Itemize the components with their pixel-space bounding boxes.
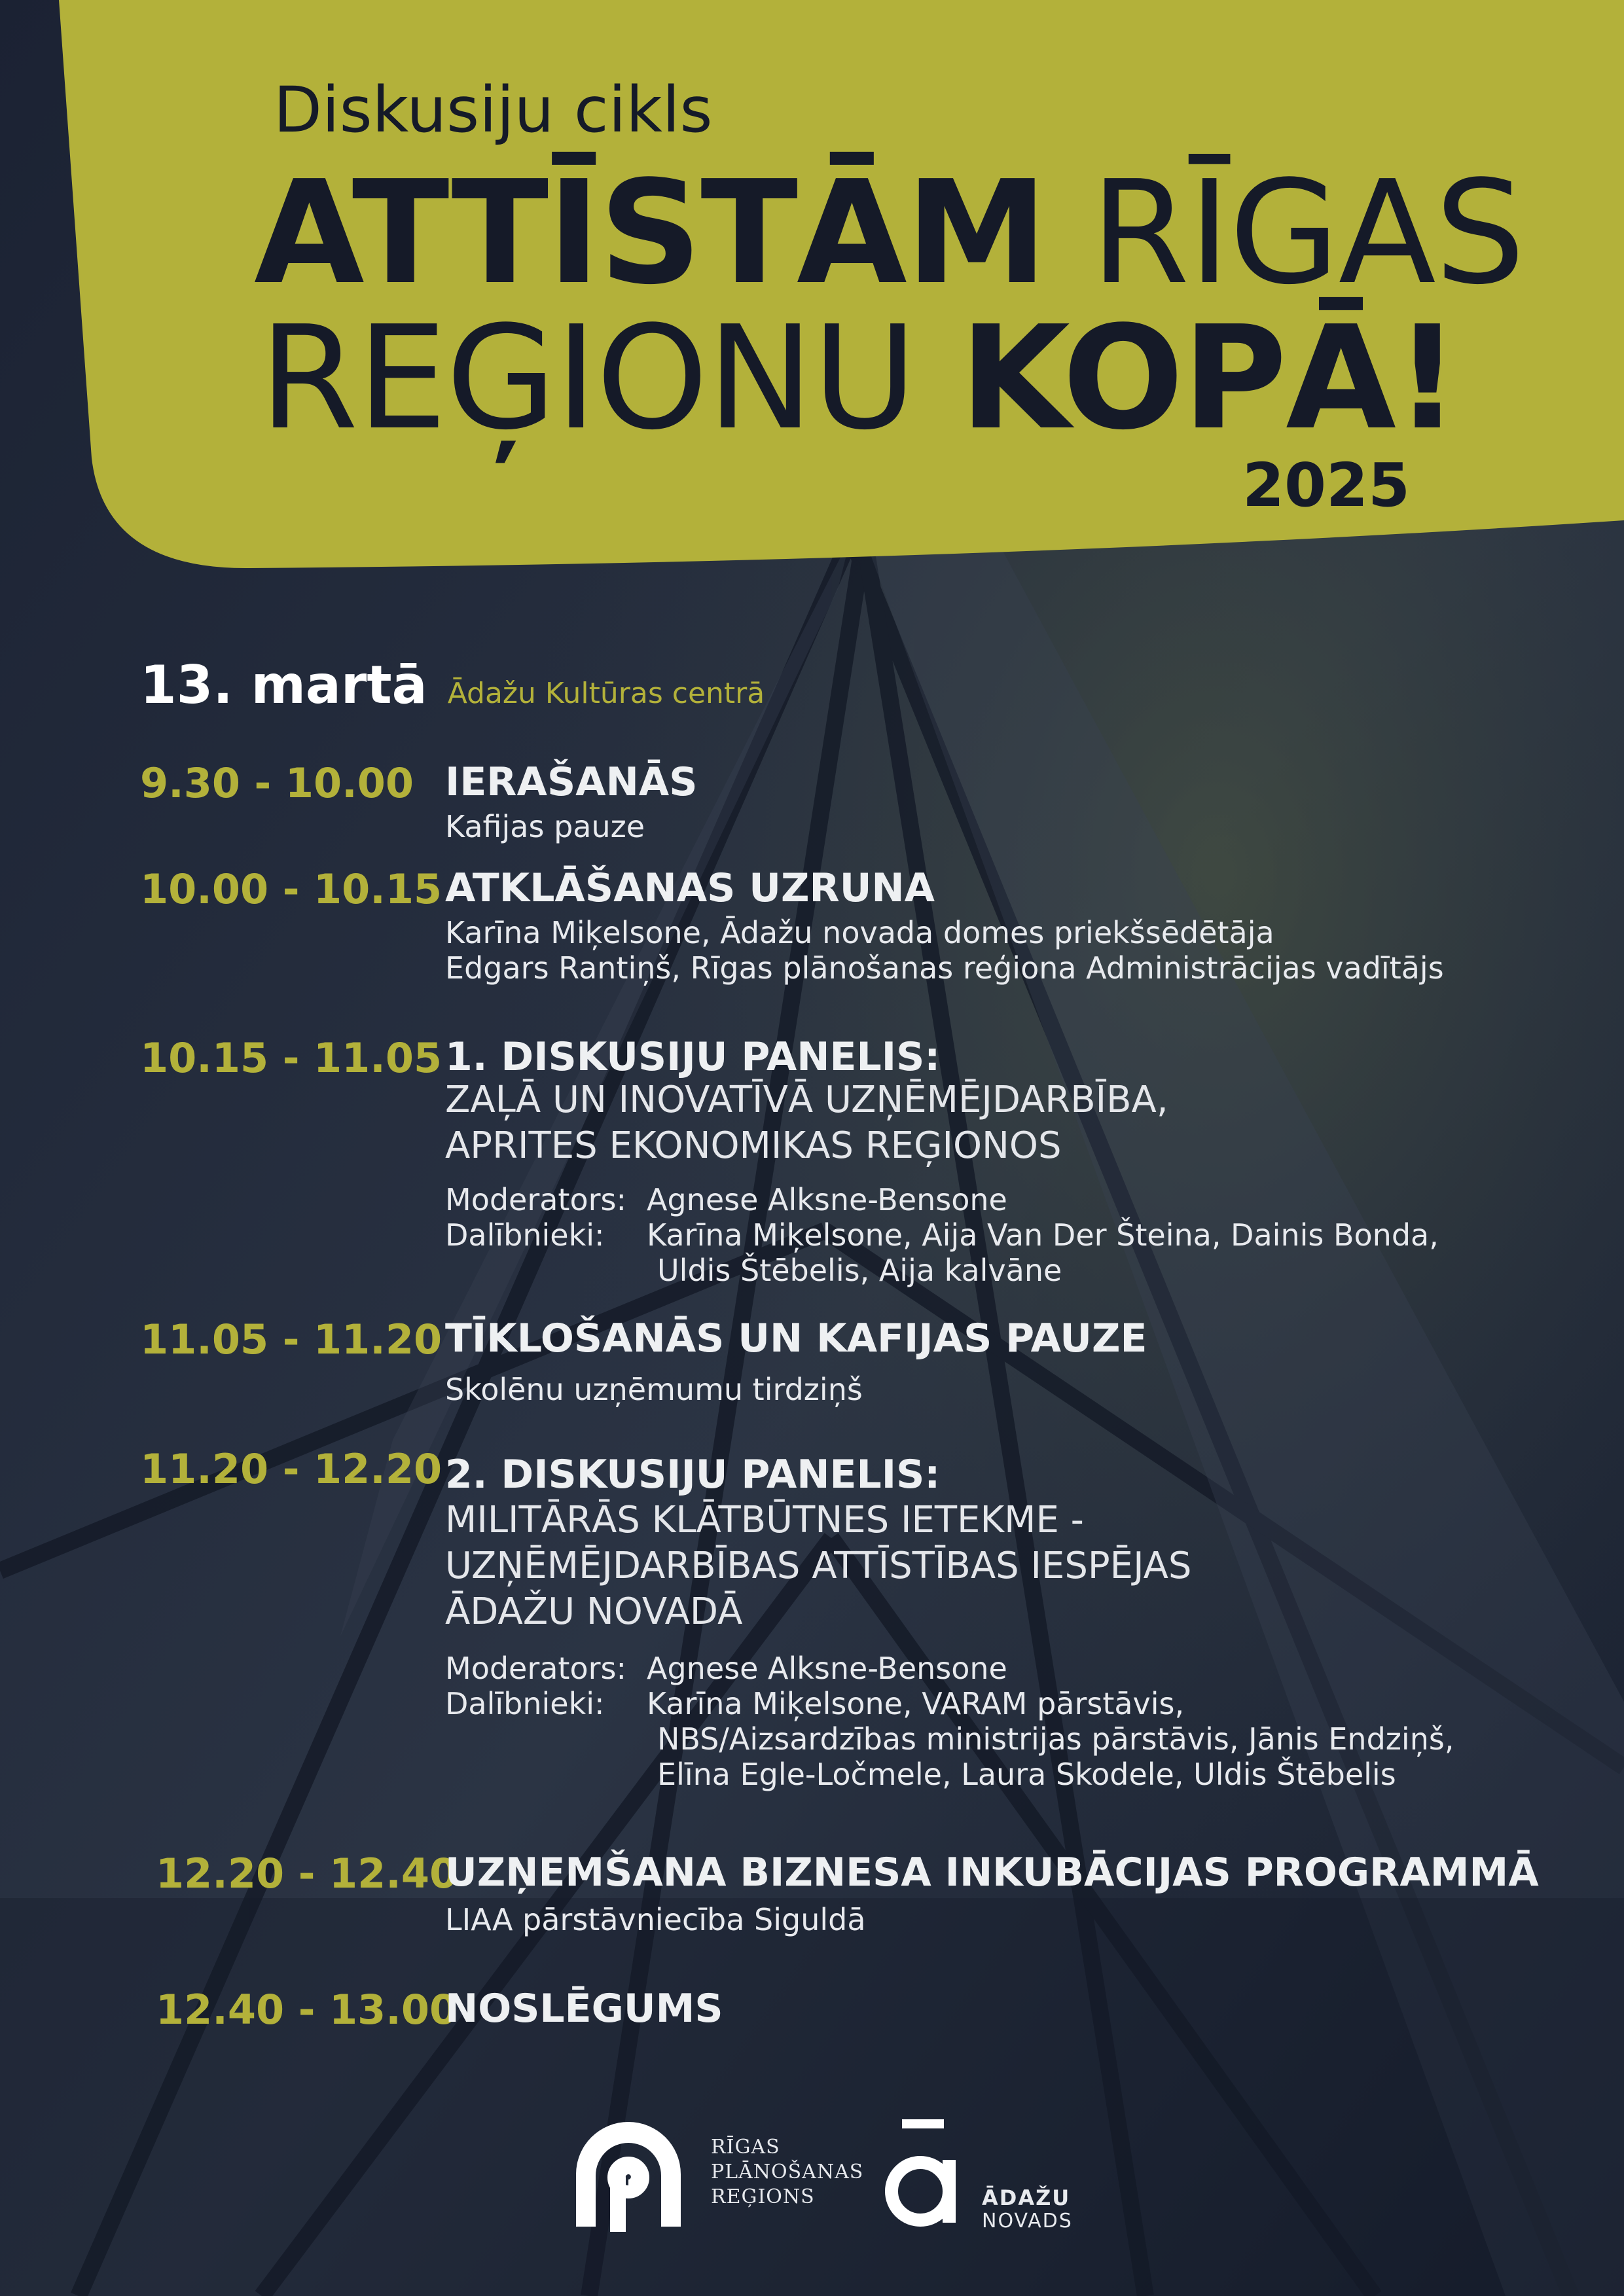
title-word-rigas: RĪGAS (1090, 151, 1525, 316)
moderators-label: Moderators: (445, 1651, 626, 1686)
series-label: Diskusiju cikls (274, 73, 713, 147)
participants-names: Uldis Štēbelis, Aija kalvāne (657, 1253, 1062, 1288)
agenda-heading: TĪKLOŠANĀS UN KAFIJAS PAUZE (445, 1316, 1147, 1361)
agenda-time: 10.15 - 11.05 (140, 1034, 442, 1082)
title-line-1 (254, 151, 1525, 316)
agenda-heading: UZŅEMŠANA BIZNESA INKUBĀCIJAS PROGRAMMĀ (445, 1850, 1539, 1895)
agenda-line: Kafijas pauze (445, 809, 645, 844)
agenda-time: 11.20 - 12.20 (140, 1445, 442, 1493)
agenda-line: LIAA pārstāvniecība Siguldā (445, 1902, 866, 1937)
agenda-time: 9.30 - 10.00 (140, 759, 414, 807)
panel-topic-line: APRITES EKONOMIKAS REĢIONOS (445, 1124, 1062, 1167)
year-label: 2025 (1242, 450, 1411, 520)
agenda-heading: 2. DISKUSIJU PANELIS: (445, 1452, 941, 1498)
agenda-time: 12.20 - 12.40 (156, 1850, 458, 1897)
participants-row (445, 1217, 1439, 1253)
agenda-time: 10.00 - 10.15 (140, 865, 442, 913)
event-date-row (140, 655, 765, 715)
agenda-line: Edgars Rantiņš, Rīgas plānošanas reģiona Administrācijas vadītājs (445, 950, 1444, 986)
agenda-heading: NOSLĒGUMS (445, 1986, 723, 2032)
panel-topic-line: UZŅĒMĒJDARBĪBAS ATTĪSTĪBAS IESPĒJAS (445, 1545, 1192, 1587)
rigas-planosanas-regions-logo-icon (569, 2115, 687, 2233)
moderators-label: Moderators: (445, 1182, 626, 1217)
participants-label: Dalībnieki: (445, 1217, 605, 1253)
moderator-name: Agnese Alksne-Bensone (647, 1651, 1007, 1686)
rpr-logo-text: RĪGAS PLĀNOŠANAS REĢIONS (711, 2136, 864, 2208)
agenda-heading: IERAŠANĀS (445, 759, 698, 805)
participants-names: Elīna Egle-Ločmele, Laura Skodele, Uldis Štēbelis (657, 1757, 1396, 1792)
agenda-heading: 1. DISKUSIJU PANELIS: (445, 1034, 941, 1080)
adazu-novads-logo-icon (877, 2119, 969, 2231)
moderator-row (445, 1651, 1007, 1686)
title-word-kopa: KOPĀ! (959, 296, 1459, 461)
title-word-attistam: ATTĪSTĀM (254, 151, 1047, 316)
panel-topic-line: ĀDAŽU NOVADĀ (445, 1590, 743, 1633)
participants-names: Karīna Miķelsone, VARAM pārstāvis, (647, 1686, 1185, 1721)
event-date: 13. martā (140, 655, 427, 715)
event-place: Ādažu Kultūras centrā (447, 677, 765, 710)
agenda-heading: ATKLĀŠANAS UZRUNA (445, 865, 935, 911)
moderator-name: Agnese Alksne-Bensone (647, 1182, 1007, 1217)
panel-topic-line: MILITĀRĀS KLĀTBŪTNES IETEKME - (445, 1499, 1084, 1541)
participants-names: NBS/Aizsardzības ministrijas pārstāvis, Jānis Endziņš, (657, 1721, 1454, 1757)
title-line-2 (259, 296, 1459, 461)
agenda-line: Karīna Miķelsone, Ādažu novada domes priekšsēdētāja (445, 915, 1274, 950)
participants-label: Dalībnieki: (445, 1686, 605, 1721)
title-word-regionu: REĢIONU (259, 296, 916, 461)
participants-names: Karīna Miķelsone, Aija Van Der Šteina, Dainis Bonda, (647, 1217, 1439, 1253)
agenda-line: Skolēnu uzņēmumu tirdziņš (445, 1372, 863, 1407)
agenda-time: 12.40 - 13.00 (156, 1986, 458, 2034)
participants-row (445, 1686, 1184, 1721)
adazi-logo-text: ĀDAŽU NOVADS (982, 2185, 1073, 2233)
panel-topic-line: ZAĻĀ UN INOVATĪVĀ UZŅĒMĒJDARBĪBA, (445, 1079, 1168, 1121)
agenda-time: 11.05 - 11.20 (140, 1316, 442, 1363)
moderator-row (445, 1182, 1007, 1217)
